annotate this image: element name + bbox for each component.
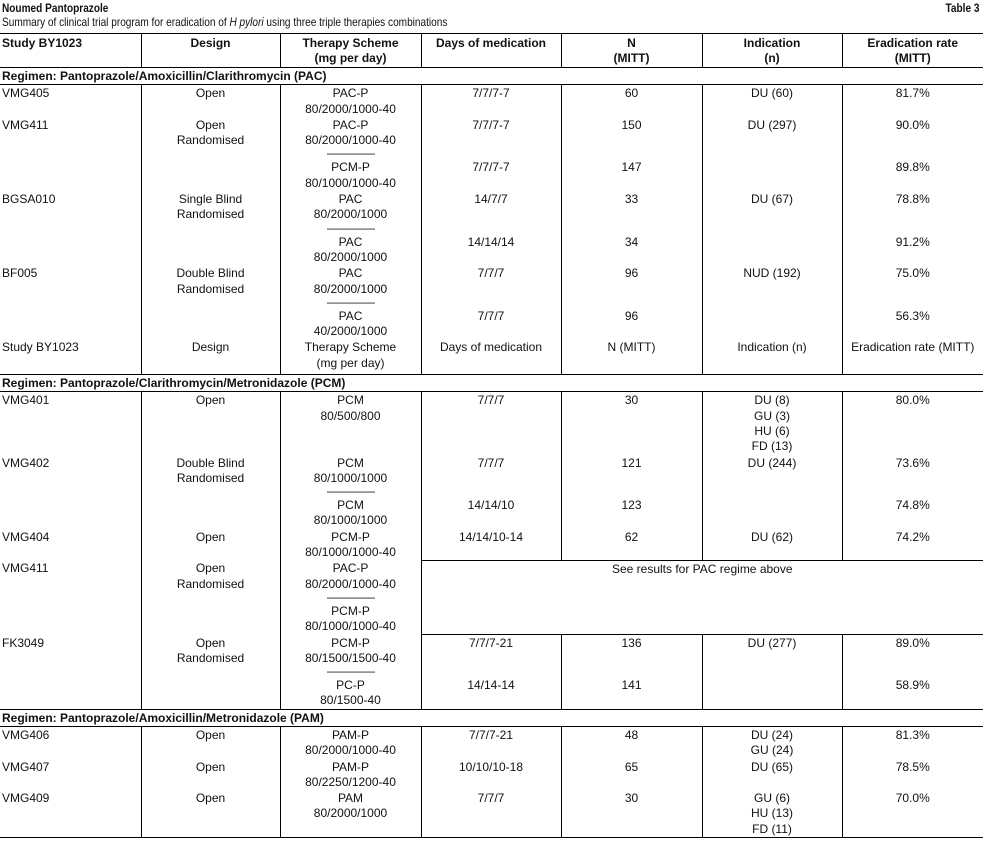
table-cell: VMG407: [2, 759, 50, 774]
table-cell: [421, 297, 561, 308]
col-study: [0, 34, 141, 68]
table-cell: [280, 790, 421, 837]
table-cell: 14/14/10: [421, 497, 561, 529]
table-cell: [561, 223, 702, 234]
cell-text: DU (24): [750, 727, 793, 742]
cell-text: (mg per day): [314, 51, 387, 65]
cell-text: PAC: [338, 192, 363, 207]
table-cell: [0, 297, 141, 308]
table-cell: [842, 223, 983, 234]
cell-text: PCM: [337, 455, 364, 470]
table-cell: 62: [561, 529, 702, 561]
table-cell: 81.7%: [842, 85, 983, 117]
cell-text: Randomised: [176, 576, 245, 591]
table-cell: 65: [561, 759, 702, 791]
table-cell: 91.2%: [842, 234, 983, 266]
table-cell: BGSA010: [2, 192, 56, 207]
cell-text: HU (13): [750, 806, 793, 821]
cell-text: PCM-P: [331, 160, 370, 175]
table-cell: 30: [561, 392, 702, 455]
cell-text: FD (13): [751, 439, 793, 454]
col-rate: [842, 34, 983, 68]
table-cell: Regimen: Pantoprazole/Amoxicillin/Clarithromycin (PAC): [0, 68, 983, 85]
table-cell: [702, 497, 842, 529]
table-cell: Open: [141, 392, 280, 455]
cell-text: PCM: [337, 498, 364, 513]
table-cell: 78.5%: [842, 759, 983, 791]
table-cell: [702, 308, 842, 340]
trial-table-wrapper: [0, 33, 983, 838]
table-cell: 30: [561, 790, 702, 837]
table-cell: [702, 159, 842, 191]
table-cell: 14/14/14: [421, 234, 561, 266]
table-cell: [561, 148, 702, 159]
table-cell: 121: [561, 455, 702, 487]
table-row: [0, 392, 983, 455]
table-cell: [702, 392, 842, 455]
cell-text: PCM-P: [331, 529, 370, 544]
cell-text: PAM: [337, 791, 364, 806]
table-cell: VMG405: [2, 86, 50, 101]
table-cell: [280, 392, 421, 455]
table-cell: Open: [141, 529, 280, 561]
cell-text: PAC-P: [332, 117, 369, 132]
table-cell: Open: [141, 726, 280, 758]
table-cell: [141, 308, 280, 340]
cell-text: 80/2250/1200-40: [305, 774, 396, 789]
table-cell: 96: [561, 308, 702, 340]
table-cell: 123: [561, 497, 702, 529]
cell-text: 80/2000/1000-40: [305, 576, 396, 591]
table-subtitle: [2, 15, 447, 29]
table-row: [0, 455, 983, 487]
table-cell: 75.0%: [842, 265, 983, 297]
cell-text: 80/1000/1000-40: [305, 545, 396, 560]
repeated-header-row: [0, 339, 983, 374]
table-cell: ------------------: [280, 666, 421, 677]
cell-text: 80/500/800: [320, 408, 381, 423]
table-row: [0, 191, 983, 223]
table-cell: Open: [141, 85, 280, 117]
table-cell: [280, 560, 421, 592]
cell-text: PAC: [338, 234, 363, 249]
table-row: [0, 677, 983, 709]
table-cell: [141, 159, 280, 191]
table-row: [0, 726, 983, 758]
table-cell: [702, 677, 842, 709]
table-cell: [141, 497, 280, 529]
table-cell: [0, 223, 141, 234]
table-cell: Open: [141, 759, 280, 791]
table-row: [0, 85, 983, 117]
table-row: [0, 159, 983, 191]
table-cell: [280, 308, 421, 340]
cell-text: N: [627, 36, 636, 50]
table-cell: [141, 148, 280, 159]
separator-row: [0, 666, 983, 677]
table-cell: 96: [561, 265, 702, 297]
cell-text: Randomised: [176, 281, 245, 296]
cell-text: GU (3): [754, 408, 790, 423]
table-cell: 58.9%: [842, 677, 983, 709]
cell-text: HU (6): [754, 423, 790, 438]
table-cell: ------------------: [280, 592, 421, 603]
cell-text: Open: [195, 561, 226, 576]
table-cell: [280, 85, 421, 117]
table-cell: Study BY1023: [2, 340, 79, 355]
table-row: [0, 117, 983, 149]
table-cell: 73.6%: [842, 455, 983, 487]
table-cell: Open: [141, 790, 280, 837]
table-header-row: [0, 34, 983, 68]
table-cell: 48: [561, 726, 702, 758]
table-cell: 147: [561, 159, 702, 191]
table-cell: 7/7/7: [421, 308, 561, 340]
table-cell: [141, 635, 280, 667]
table-cell: 56.3%: [842, 308, 983, 340]
col-design: [141, 34, 280, 68]
table-cell: [280, 726, 421, 758]
table-cell: [0, 159, 141, 191]
table-cell: ------------------: [280, 297, 421, 308]
table-cell: ------------------: [280, 223, 421, 234]
table-cell: [702, 234, 842, 266]
cell-text: Randomised: [176, 470, 245, 485]
table-cell: [421, 666, 561, 677]
table-cell: 14/7/7: [421, 191, 561, 223]
table-cell: 78.8%: [842, 191, 983, 223]
cell-text: Design: [190, 36, 231, 50]
table-cell: 70.0%: [842, 790, 983, 837]
table-cell: [280, 759, 421, 791]
col-n: [561, 34, 702, 68]
cell-text: PAC-P: [332, 86, 369, 101]
trial-table: [0, 33, 983, 838]
cell-text: 80/1000/1000: [313, 470, 388, 485]
cell-text: PAC-P: [332, 561, 369, 576]
separator-row: [0, 148, 983, 159]
table-cell: [0, 486, 141, 497]
table-cell: [280, 265, 421, 297]
table-cell: BF005: [2, 266, 38, 281]
cell-text: PC-P: [336, 678, 365, 693]
table-cell: [141, 592, 280, 603]
table-cell: [0, 603, 141, 635]
table-cell: [702, 148, 842, 159]
cell-text: 80/2000/1000-40: [305, 101, 396, 116]
table-cell: 7/7/7-7: [421, 117, 561, 149]
table-cell: 7/7/7-7: [421, 85, 561, 117]
cell-text: PAM-P: [331, 727, 370, 742]
table-row: [0, 790, 983, 837]
table-row: [0, 560, 983, 592]
table-cell: [0, 497, 141, 529]
cell-text: Double Blind: [176, 266, 245, 281]
table-cell: [702, 223, 842, 234]
table-row: [0, 308, 983, 340]
table-cell: [702, 726, 842, 758]
table-cell: 90.0%: [842, 117, 983, 149]
table-cell: [141, 603, 280, 635]
table-cell: 74.2%: [842, 529, 983, 561]
table-cell: VMG401: [2, 393, 50, 408]
table-cell: [280, 339, 421, 374]
table-row: [0, 635, 983, 667]
cell-text: PAC: [338, 266, 363, 281]
table-cell: [280, 191, 421, 223]
table-cell: 7/7/7-21: [421, 726, 561, 758]
cell-text: Therapy Scheme: [302, 36, 399, 50]
cell-text: Indication: [743, 36, 801, 50]
table-cell: [141, 666, 280, 677]
cell-text: GU (24): [750, 743, 794, 758]
cell-text: (mg per day): [316, 355, 385, 370]
table-cell: [141, 486, 280, 497]
cell-text: (MITT): [613, 51, 650, 65]
table-cell: 7/7/7: [421, 455, 561, 487]
table-cell: DU (277): [702, 635, 842, 667]
table-cell: VMG404: [2, 529, 50, 544]
table-cell: VMG411: [2, 117, 49, 132]
table-cell: [0, 666, 141, 677]
table-cell: VMG406: [2, 727, 50, 742]
table-cell: 10/10/10-18: [421, 759, 561, 791]
table-cell: [0, 148, 141, 159]
cell-text: 80/1000/1000-40: [305, 175, 396, 190]
col-days: [421, 34, 561, 68]
table-cell: [702, 297, 842, 308]
table-cell: 34: [561, 234, 702, 266]
table-cell: N (MITT): [561, 339, 702, 374]
cell-text: (n): [764, 51, 780, 65]
table-cell: [842, 666, 983, 677]
table-cell: [141, 455, 280, 487]
table-cell: [0, 234, 141, 266]
table-cell: DU (62): [702, 529, 842, 561]
regimen-row-pcm: [0, 375, 983, 392]
cell-text: 80/2000/1000: [313, 806, 388, 821]
table-row: [0, 234, 983, 266]
cell-text: Randomised: [176, 207, 245, 222]
table-cell: [702, 790, 842, 837]
table-cell: [280, 455, 421, 487]
table-cell: [561, 297, 702, 308]
table-cell: [421, 148, 561, 159]
table-cell: [141, 191, 280, 223]
table-cell: Regimen: Pantoprazole/Clarithromycin/Metronidazole (PCM): [0, 375, 983, 392]
table-cell: [842, 486, 983, 497]
cell-text: 80/1000/1000: [313, 513, 388, 528]
table-cell: 60: [561, 85, 702, 117]
cell-text: DU (8): [754, 393, 790, 408]
table-cell: ------------------: [280, 486, 421, 497]
subtitle-pre: Summary of clinical trial program for eradication of: [2, 15, 230, 29]
table-cell: [141, 223, 280, 234]
table-cell: VMG411: [2, 561, 49, 576]
table-cell: 33: [561, 191, 702, 223]
cell-text: Eradication rate: [867, 36, 959, 50]
cell-text: Open: [195, 635, 226, 650]
table-cell: DU (65): [702, 759, 842, 791]
table-cell: DU (60): [702, 85, 842, 117]
cell-text: PCM-P: [331, 635, 370, 650]
table-cell: Eradication rate (MITT): [842, 339, 983, 374]
regimen-row-pam: [0, 709, 983, 726]
cell-text: 80/2000/1000-40: [305, 743, 396, 758]
table-cell: 7/7/7: [421, 392, 561, 455]
table-cell: [280, 635, 421, 667]
cell-text: PCM-P: [331, 603, 370, 618]
table-cell: [842, 297, 983, 308]
table-cell: DU (67): [702, 191, 842, 223]
table-cell: 14/14/10-14: [421, 529, 561, 561]
see-results-note: See results for PAC regime above: [421, 560, 983, 634]
table-cell: [280, 529, 421, 561]
table-cell: [842, 148, 983, 159]
cell-text: Double Blind: [176, 455, 245, 470]
table-cell: [141, 117, 280, 149]
table-cell: [280, 159, 421, 191]
table-cell: [702, 666, 842, 677]
table-cell: 14/14-14: [421, 677, 561, 709]
table-cell: [280, 117, 421, 149]
table-cell: 7/7/7-7: [421, 159, 561, 191]
table-cell: [280, 497, 421, 529]
table-cell: DU (297): [702, 117, 842, 149]
table-cell: DU (244): [702, 455, 842, 487]
separator-row: [0, 297, 983, 308]
table-cell: [561, 666, 702, 677]
table-cell: [421, 486, 561, 497]
table-cell: [141, 560, 280, 592]
table-row: [0, 497, 983, 529]
regimen-row-pac: [0, 68, 983, 85]
table-cell: [702, 486, 842, 497]
cell-text: Single Blind: [178, 192, 243, 207]
cell-text: 80/1500/1500-40: [305, 650, 396, 665]
cell-text: 80/2000/1000: [313, 207, 388, 222]
table-cell: 74.8%: [842, 497, 983, 529]
table-cell: [421, 223, 561, 234]
table-cell: VMG402: [2, 455, 50, 470]
table-cell: [280, 603, 421, 635]
product-title: Noumed Pantoprazole: [2, 1, 109, 15]
cell-text: 80/2000/1000: [313, 281, 388, 296]
table-cell: 81.3%: [842, 726, 983, 758]
table-cell: [141, 297, 280, 308]
cell-text: Study BY1023: [2, 36, 83, 50]
table-row: [0, 529, 983, 561]
cell-text: Therapy Scheme: [304, 340, 397, 355]
separator-row: [0, 223, 983, 234]
table-cell: 7/7/7-21: [421, 635, 561, 667]
cell-text: PCM: [337, 393, 364, 408]
cell-text: Open: [195, 117, 226, 132]
table-cell: 141: [561, 677, 702, 709]
table-cell: 80.0%: [842, 392, 983, 455]
table-cell: [141, 677, 280, 709]
table-cell: 150: [561, 117, 702, 149]
table-cell: [0, 592, 141, 603]
table-cell: 7/7/7: [421, 265, 561, 297]
table-cell: 7/7/7: [421, 790, 561, 837]
table-cell: [280, 234, 421, 266]
table-label: Table 3: [945, 1, 979, 15]
cell-text: Randomised: [176, 650, 245, 665]
table-cell: VMG409: [0, 790, 141, 837]
cell-text: 80/2000/1000-40: [305, 133, 396, 148]
table-cell: [0, 308, 141, 340]
table-cell: [280, 677, 421, 709]
table-cell: NUD (192): [702, 265, 842, 297]
table-cell: 89.0%: [842, 635, 983, 667]
table-cell: Regimen: Pantoprazole/Amoxicillin/Metronidazole (PAM): [0, 709, 983, 726]
col-therapy: [280, 34, 421, 68]
cell-text: FD (11): [752, 821, 792, 836]
subtitle-post: using three triple therapies combinations: [263, 15, 448, 29]
col-indication: [702, 34, 842, 68]
cell-text: GU (6): [754, 791, 790, 806]
table-cell: ------------------: [280, 148, 421, 159]
table-cell: [141, 265, 280, 297]
table-cell: [561, 486, 702, 497]
table-cell: [141, 234, 280, 266]
cell-text: 80/1500-40: [320, 693, 381, 708]
table-row: [0, 265, 983, 297]
table-cell: Indication (n): [702, 339, 842, 374]
cell-text: 80/2000/1000: [313, 249, 388, 264]
cell-text: 80/1000/1000-40: [305, 619, 396, 634]
subtitle-italic: H pylori: [229, 15, 264, 29]
cell-text: 40/2000/1000: [313, 324, 388, 339]
table-cell: Design: [141, 339, 280, 374]
table-cell: [0, 677, 141, 709]
cell-text: (MITT): [894, 51, 931, 65]
cell-text: Randomised: [176, 133, 245, 148]
table-cell: FK3049: [2, 635, 45, 650]
table-cell: 136: [561, 635, 702, 667]
table-cell: Days of medication: [421, 339, 561, 374]
table-cell: 89.8%: [842, 159, 983, 191]
cell-text: PAC: [338, 308, 363, 323]
cell-text: PAM-P: [331, 759, 370, 774]
cell-text: Days of medication: [435, 36, 547, 50]
table-row: [0, 759, 983, 791]
separator-row: [0, 486, 983, 497]
